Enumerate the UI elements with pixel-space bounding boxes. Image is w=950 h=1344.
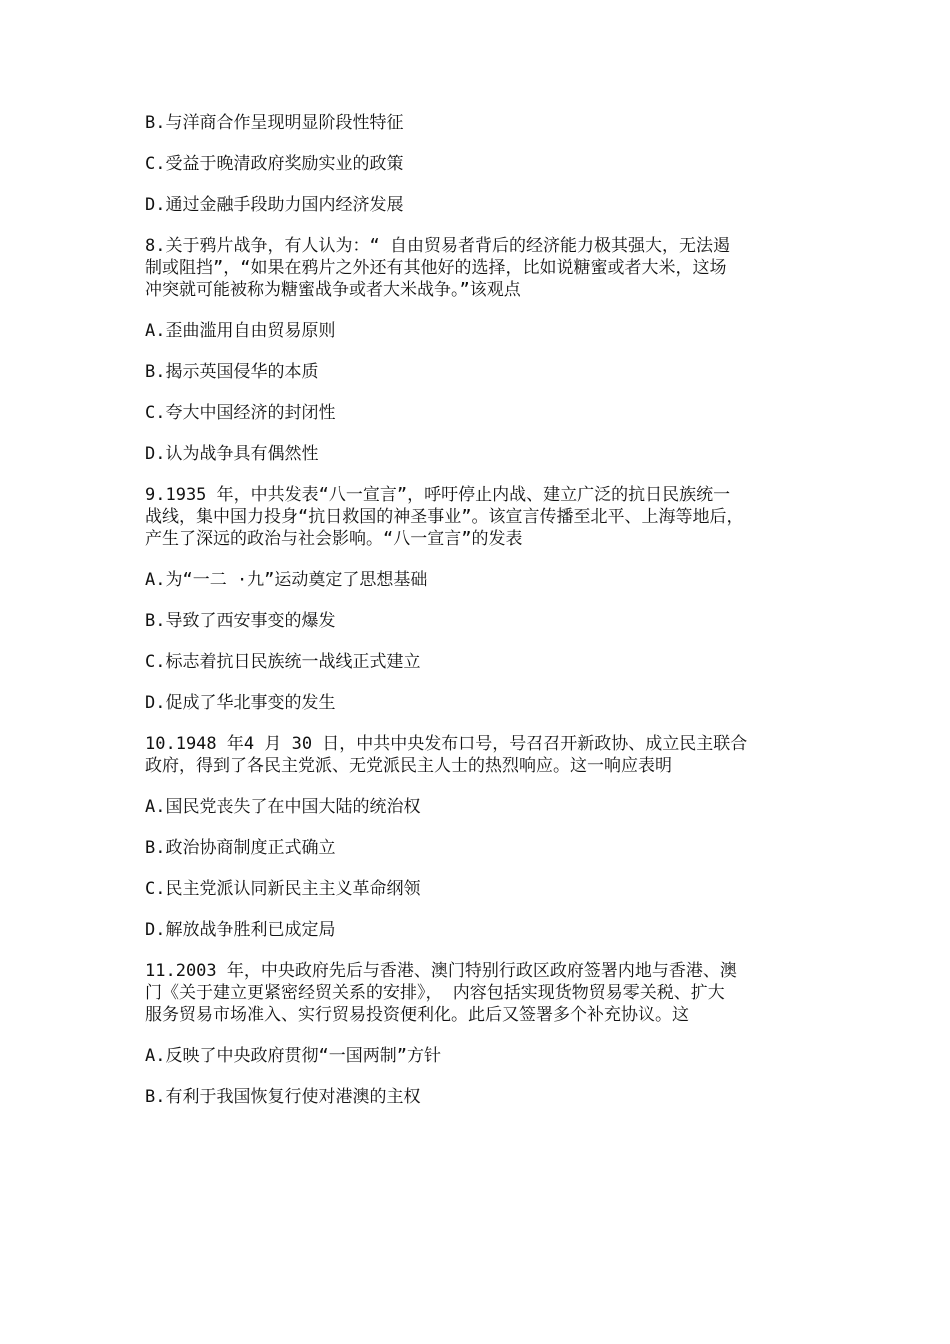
q11-stem-line: 服务贸易市场准入、实行贸易投资便利化。此后又签署多个补充协议。这 [145, 1005, 689, 1025]
q11-stem-line: 门《关于建立更紧密经贸关系的安排》， 内容包括实现货物贸易零关税、扩大 [145, 983, 725, 1003]
q8-stem [145, 235, 825, 301]
q8-option-b: B.揭示英国侵华的本质 [145, 362, 319, 382]
q9-stem-line: 9.1935 年，中共发表“八一宣言”，呼吁停止内战、建立广泛的抗日民族统一 [145, 485, 731, 505]
q8-option-a: A.歪曲滥用自由贸易原则 [145, 321, 336, 341]
q9-option-d: D.促成了华北事变的发生 [145, 693, 336, 713]
q7-option-d: D.通过金融手段助力国内经济发展 [145, 195, 404, 215]
q10-option-b: B.政治协商制度正式确立 [145, 838, 336, 858]
q9-stem-line: 战线，集中国力投身“抗日救国的神圣事业”。该宣言传播至北平、上海等地后， [145, 507, 744, 527]
q9-option-b: B.导致了西安事变的爆发 [145, 611, 336, 631]
q7-option-c: C.受益于晚清政府奖励实业的政策 [145, 154, 404, 174]
q8-stem-line: 冲突就可能被称为糖蜜战争或者大米战争。”该观点 [145, 280, 521, 300]
q11-option-b: B.有利于我国恢复行使对港澳的主权 [145, 1087, 421, 1107]
q10-option-a: A.国民党丧失了在中国大陆的统治权 [145, 797, 421, 817]
q8-stem-line: 8.关于鸦片战争，有人认为：“ 自由贸易者背后的经济能力极其强大，无法遏 [145, 236, 730, 256]
exam-page [145, 112, 825, 1127]
question-8 [145, 235, 825, 465]
q10-option-c: C.民主党派认同新民主主义革命纲领 [145, 879, 421, 899]
q9-option-a: A.为“一二 ·九”运动奠定了思想基础 [145, 570, 428, 590]
question-10 [145, 733, 825, 941]
q9-stem [145, 484, 825, 550]
q9-option-c: C.标志着抗日民族统一战线正式建立 [145, 652, 421, 672]
q8-option-d: D.认为战争具有偶然性 [145, 444, 319, 464]
q11-option-a: A.反映了中央政府贯彻“一国两制”方针 [145, 1046, 441, 1066]
q10-stem [145, 733, 825, 777]
q10-stem-line: 政府，得到了各民主党派、无党派民主人士的热烈响应。这一响应表明 [145, 756, 672, 776]
question-11 [145, 960, 825, 1108]
q10-option-d: D.解放战争胜利已成定局 [145, 920, 336, 940]
q9-stem-line: 产生了深远的政治与社会影响。“八一宣言”的发表 [145, 529, 523, 549]
q11-stem [145, 960, 825, 1026]
q7-option-b: B.与洋商合作呈现明显阶段性特征 [145, 113, 404, 133]
question-9 [145, 484, 825, 714]
question-7 [145, 112, 825, 216]
q8-option-c: C.夸大中国经济的封闭性 [145, 403, 336, 423]
q10-stem-line: 10.1948 年4 月 30 日，中共中央发布口号，号召召开新政协、成立民主联合 [145, 734, 748, 754]
q11-stem-line: 11.2003 年，中央政府先后与香港、澳门特别行政区政府签署内地与香港、澳 [145, 961, 737, 981]
q8-stem-line: 制或阻挡”，“如果在鸦片之外还有其他好的选择，比如说糖蜜或者大米，这场 [145, 258, 727, 278]
